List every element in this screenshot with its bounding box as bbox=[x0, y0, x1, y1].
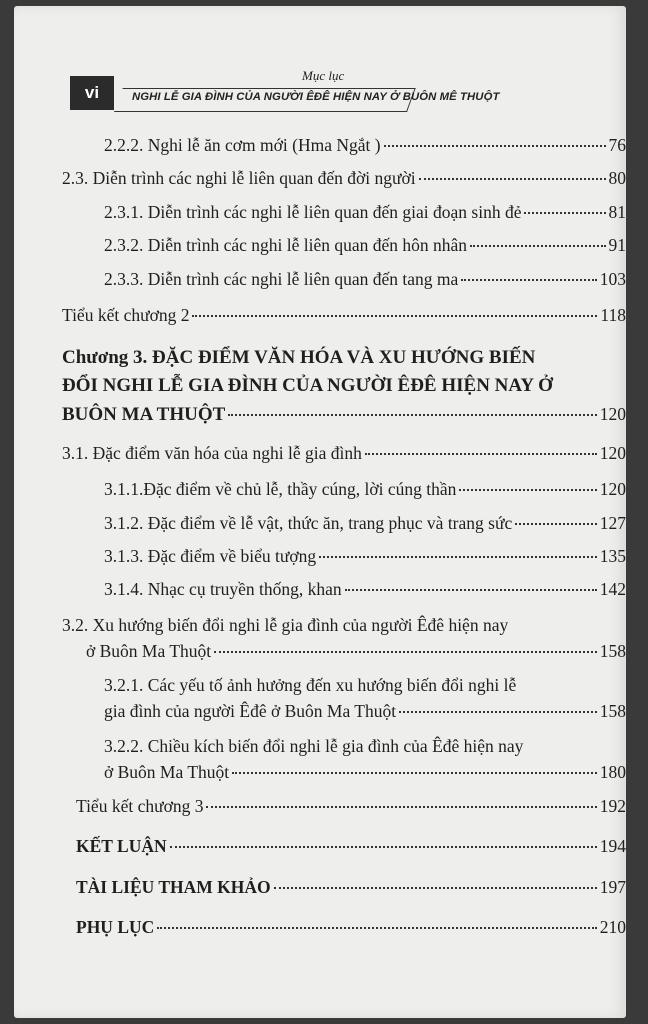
toc-entry-line: 3.2. Xu hướng biến đổi nghi lễ gia đình của người Êđê hiện nay bbox=[62, 615, 509, 635]
toc-entry[interactable]: 3.1.1.Đặc điểm về chủ lễ, thầy cúng, lời cúng thần 120 bbox=[104, 479, 626, 499]
toc-entry[interactable]: 2.2.2. Nghi lễ ăn cơm mới (Hma Ngắt ) 76 bbox=[104, 135, 626, 155]
toc-entry-line: 3.2.2. Chiều kích biến đổi nghi lễ gia đình của Êđê hiện nay bbox=[104, 736, 524, 756]
toc-entry-line: 3.2.1. Các yếu tố ảnh hưởng đến xu hướng biến đổi nghi lễ bbox=[104, 675, 517, 695]
chapter-heading: ĐỔI NGHI LỄ GIA ĐÌNH CỦA NGƯỜI ÊĐÊ HIỆN NAY Ở bbox=[62, 375, 553, 396]
page-number-badge: vi bbox=[70, 76, 114, 110]
header-section-title: Mục lục bbox=[302, 68, 345, 83]
toc-entry[interactable]: ở Buôn Ma Thuột 180 bbox=[104, 762, 626, 782]
chapter-heading: Chương 3. ĐẶC ĐIỂM VĂN HÓA VÀ XU HƯỚNG BIẾN bbox=[62, 347, 536, 368]
toc-entry[interactable]: 3.1.4. Nhạc cụ truyền thống, khan 142 bbox=[104, 579, 626, 599]
toc-entry[interactable]: 3.1.2. Đặc điểm về lễ vật, thức ăn, trang phục và trang sức 127 bbox=[104, 513, 626, 533]
toc-entry[interactable]: TÀI LIỆU THAM KHẢO 197 bbox=[76, 877, 626, 897]
toc-entry[interactable]: 3.1.3. Đặc điểm về biểu tượng 135 bbox=[104, 546, 626, 566]
toc-entry[interactable]: 2.3.1. Diễn trình các nghi lễ liên quan đến giai đoạn sinh đẻ 81 bbox=[104, 202, 626, 222]
book-page bbox=[14, 6, 626, 1018]
toc-entry[interactable]: PHỤ LỤC 210 bbox=[76, 917, 626, 937]
toc-entry[interactable]: gia đình của người Êđê ở Buôn Ma Thuột 158 bbox=[104, 701, 626, 721]
toc-entry[interactable]: 2.3.2. Diễn trình các nghi lễ liên quan đến hôn nhân 91 bbox=[104, 235, 626, 255]
toc-entry[interactable]: 2.3.3. Diễn trình các nghi lễ liên quan đến tang ma 103 bbox=[104, 269, 626, 289]
toc-entry[interactable]: 2.3. Diễn trình các nghi lễ liên quan đến đời người 80 bbox=[62, 168, 626, 188]
toc-entry[interactable]: ở Buôn Ma Thuột 158 bbox=[86, 641, 626, 661]
toc-entry-chapter-3[interactable]: BUÔN MA THUỘT 120 bbox=[62, 404, 626, 425]
toc-entry[interactable]: Tiểu kết chương 2 118 bbox=[62, 305, 626, 325]
toc-entry[interactable]: 3.1. Đặc điểm văn hóa của nghi lễ gia đình 120 bbox=[62, 443, 626, 463]
toc-entry[interactable]: Tiểu kết chương 3 192 bbox=[76, 796, 626, 816]
header-book-title: NGHI LỄ GIA ĐÌNH CỦA NGƯỜI ÊĐÊ HIỆN NAY Ở BUÔN MÊ THUỘT bbox=[132, 91, 500, 103]
toc-entry[interactable]: KẾT LUẬN 194 bbox=[76, 836, 626, 856]
